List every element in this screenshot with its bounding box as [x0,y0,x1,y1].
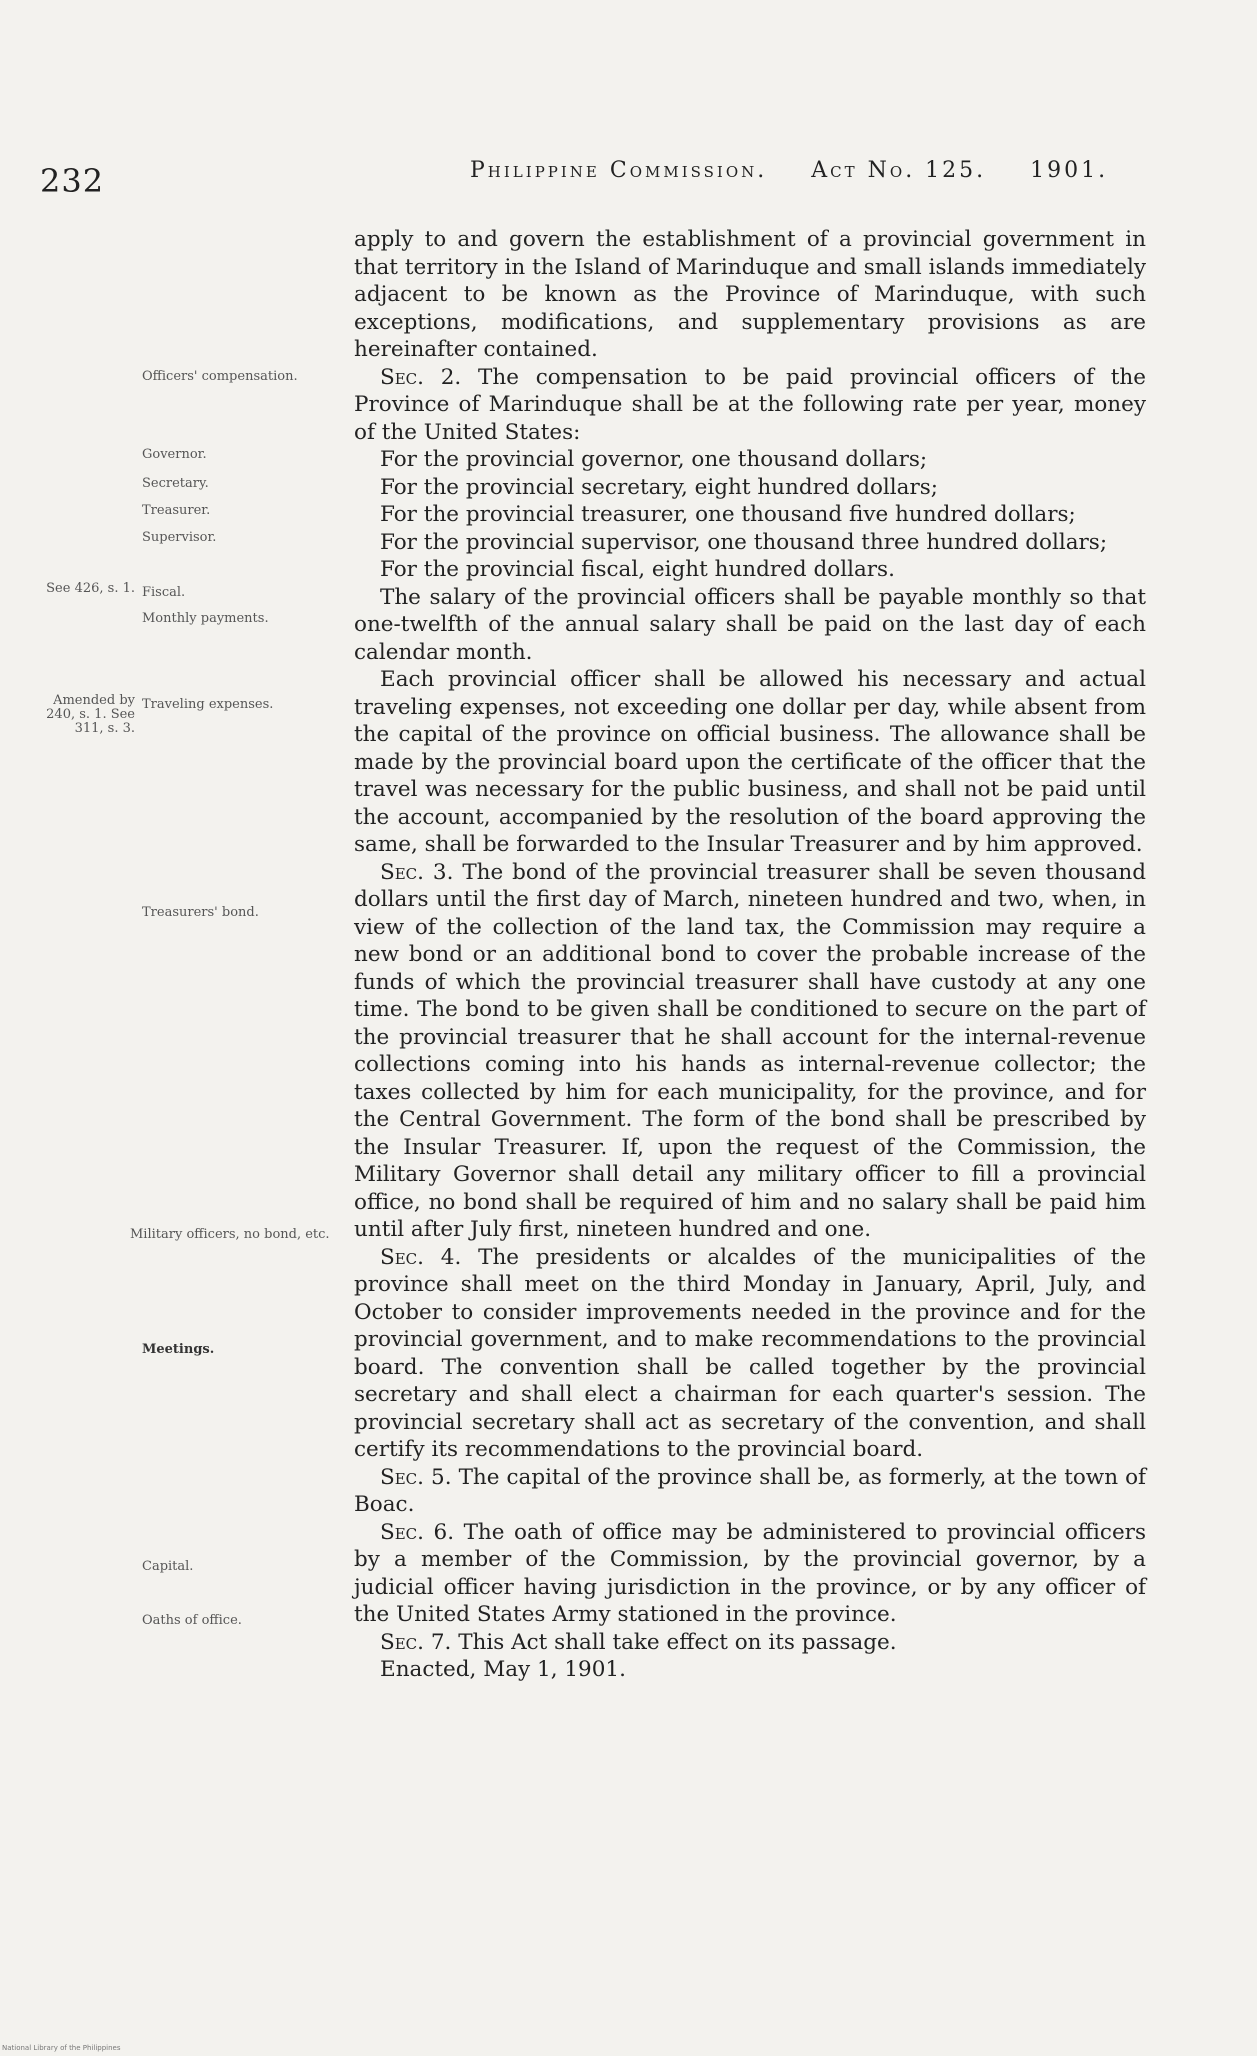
sec-6-label: Sec. 6. [380,1519,455,1545]
paragraph-sec-5: Sec. 5. The capital of the province shall be, as formerly, at the town of Boac. [354,1464,1146,1517]
margin-monthly-payments: Monthly payments. [142,611,269,626]
margin-fiscal: Fiscal. [142,585,186,600]
paragraph-fiscal: For the provincial fiscal, eight hundred dollars. [380,557,895,582]
paragraph-monthly: The salary of the provincial officers shall be payable monthly so that one-twelfth of the annual salary shall be paid on the last day of each calendar month. [354,584,1146,665]
sec-5-label: Sec. 5. [380,1464,452,1490]
paragraph-sec-3: Sec. 3. The bond of the provincial treasurer shall be seven thousand dollars until the first day of March, nineteen hundred and two, when, in view of the collection of the land tax, the Commission may require a new bond or an additional bond to cover the probable increase of the funds of which the provincial treasurer shall have custody at any one time. The bond to be given shall be conditioned to secure on the part of the provincial treasurer that he shall account for the internal-revenue collections coming into his hands as internal-revenue collector; the taxes collected by him for each municipality, for the province, and for the Central Government. The form of the bond shall be prescribed by the Insular Treasurer. If, upon the request of the Commission, the Military Governor shall detail any military officer to fill a provincial office, no bond shall be required of him and no salary shall be paid him until after July first, nineteen hundred and one. [354,859,1146,1242]
paragraph-secretary: For the provincial secretary, eight hundred dollars; [380,474,939,500]
margin-supervisor: Supervisor. [142,530,217,545]
footer-credit: National Library of the Philippines [2,2044,121,2052]
paragraph-treasurer: For the provincial treasurer, one thousand five hundred dollars; [380,502,1076,527]
body-text [354,226,1146,1684]
sec-3-label: Sec. 3. [380,859,454,885]
margin-traveling-expenses: Traveling expenses. [142,697,274,712]
running-head-act: Act No. 125. [811,158,987,183]
running-head [470,158,1108,183]
margin-military-officers: Military officers, no bond, etc. [130,1227,330,1242]
paragraph-sec-7: Sec. 7. This Act shall take effect on its passage. [380,1629,897,1655]
margin-capital: Capital. [142,1559,194,1574]
paragraph-governor: For the provincial governor, one thousand dollars; [380,447,928,472]
margin-secretary: Secretary. [142,476,209,491]
paragraph-sec-4: Sec. 4. The presidents or alcaldes of the municipalities of the province shall meet on the third Monday in January, April, July, and October to consider improvements needed in the province and for the provincial government, and to make recommendations to the provincial board. The convention shall be called together by the provincial secretary and shall elect a chairman for each quarter's session. The provincial secretary shall act as secretary of the convention, and shall certify its recommendations to the provincial board. [354,1244,1146,1462]
paragraph-intro: apply to and govern the establishment of a provincial government in that territory in the Island of Marinduque and small islands immediately adjacent to be known as the Province of Marinduque, with such exceptions, modifications, and supplementary provisions as are hereinafter contained. [354,227,1146,362]
enacted-date: Enacted, May 1, 1901. [380,1657,626,1682]
running-head-year: 1901. [1030,158,1109,183]
paragraph-supervisor: For the provincial supervisor, one thousand three hundred dollars; [380,529,1108,555]
margin-see-426: See 426, s. 1. [46,581,135,596]
page-number: 232 [40,162,105,200]
paragraph-sec-2: Sec. 2. The compensation to be paid provincial officers of the Province of Marinduque shall be at the following rate per year, money of the United States: [354,364,1146,445]
margin-amended: Amended by 240, s. 1. See 311, s. 3. [46,693,135,736]
sec-7-label: Sec. 7. [380,1629,452,1655]
running-head-title: Philippine Commission. [470,158,768,183]
sec-4-label: Sec. 4. [380,1244,462,1270]
margin-treasurer: Treasurer. [142,503,211,518]
margin-oaths-of-office: Oaths of office. [142,1613,242,1628]
margin-officers-compensation: Officers' compensation. [142,369,298,384]
margin-treasurers-bond: Treasurers' bond. [142,905,259,920]
margin-meetings: Meetings. [142,1342,215,1357]
paragraph-travel: Each provincial officer shall be allowed his necessary and actual traveling expenses, not exceeding one dollar per day, while absent from the capital of the province on official business. The allowance shall be made by the provincial board upon the certificate of the officer that the travel was necessary for the public business, and shall not be paid until the account, accompanied by the resolution of the board approving the same, shall be forwarded to the Insular Treasurer and by him approved. [354,667,1146,857]
paragraph-sec-6: Sec. 6. The oath of office may be administered to provincial officers by a member of the Commission, by the provincial governor, by a judicial officer having jurisdiction in the province, or by any officer of the United States Army stationed in the province. [354,1519,1146,1627]
sec-2-label: Sec. 2. [380,364,462,390]
margin-governor: Governor. [142,447,207,462]
